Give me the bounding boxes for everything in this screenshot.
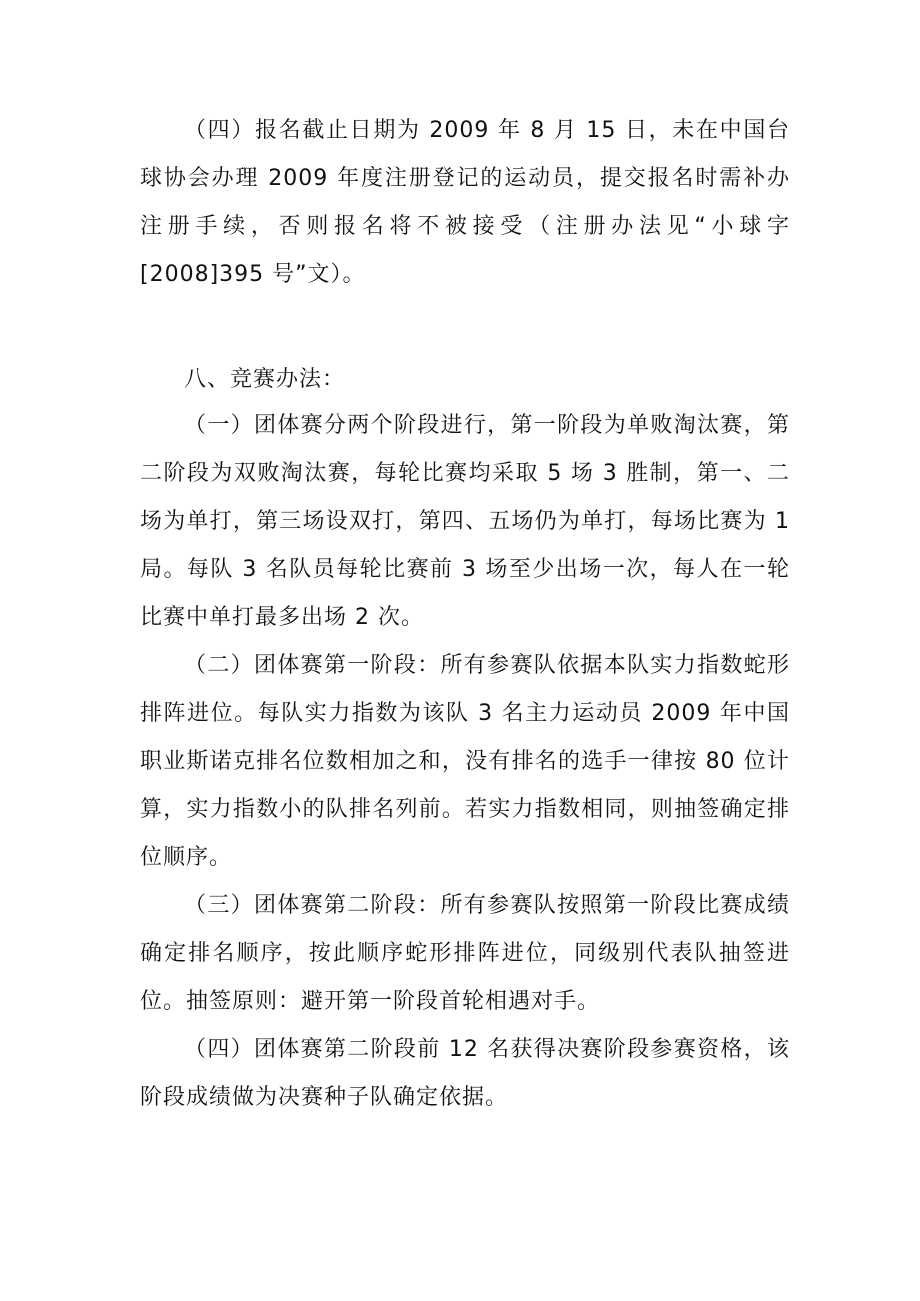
competition-method-heading: 八、竞赛办法： [184, 367, 346, 392]
registration-deadline-paragraph: （四）报名截止日期为 2009 年 8 月 15 日，未在中国台球协会办理 2009 年度注册登记的运动员，提交报名时需补办注册手续，否则报名将不被接受（注册办法见“小球字[2008]395 号”文）。 [140, 118, 790, 287]
second-stage-seeding-paragraph: （三）团体赛第二阶段：所有参赛队按照第一阶段比赛成绩确定排名顺序，按此顺序蛇形排阵进位，同级别代表队抽签进位。抽签原则：避开第一阶段首轮相遇对手。 [140, 893, 790, 1014]
finals-qualification-paragraph: （四）团体赛第二阶段前 12 名获得决赛阶段参赛资格，该阶段成绩做为决赛种子队确定依据。 [140, 1037, 790, 1110]
team-match-format-paragraph: （一）团体赛分两个阶段进行，第一阶段为单败淘汰赛，第二阶段为双败淘汰赛，每轮比赛均采取 5 场 3 胜制，第一、二场为单打，第三场设双打，第四、五场仍为单打，每场比赛为 1 局。每队 3 名队员每轮比赛前 3 场至少出场一次，每人在一轮比赛中单打最多出场 2 次。 [140, 413, 790, 630]
first-stage-seeding-paragraph: （二）团体赛第一阶段：所有参赛队依据本队实力指数蛇形排阵进位。每队实力指数为该队 3 名主力运动员 2009 年中国职业斯诺克排名位数相加之和，没有排名的选手一律按 80 位计算，实力指数小的队排名列前。若实力指数相同，则抽签确定排位顺序。 [140, 653, 790, 870]
